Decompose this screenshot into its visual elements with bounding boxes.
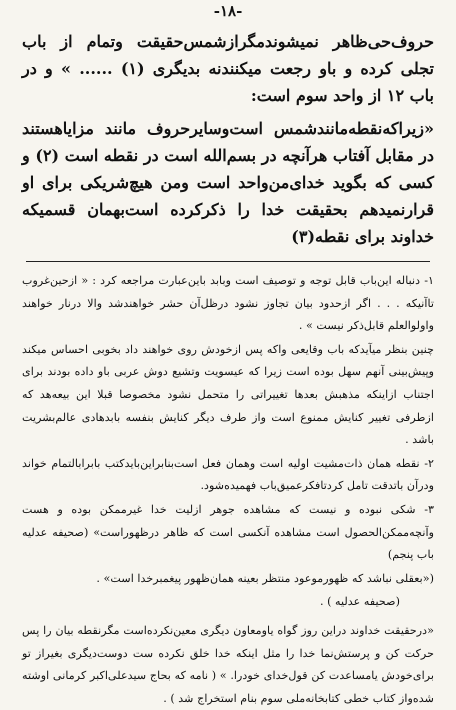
footnote-paragraph: (صحیفه عدلیه ) .: [319, 595, 400, 609]
footnote-paragraph: ٢- نقطه همان ذات‌مشیت اولیه است وهمان فعل است‌بنابراین‌بایدکتب بابرا‌بالتمام خواند ودر‌آن باتدقت تامل کردتافکرعمیق‌باب فهمیده‌شود.: [22, 456, 434, 493]
main-paragraph-quote: «زیراکه‌نقطه‌مانندشمس است‌وسایر‌حروف مانند مزایاهستند در مقابل آفتاب هرآنچه در بسم‌الله است در نقطه است (٢) و کسی که بگوید خدای‌من‌واحد است ومن هیچ‌شریکی برای او قرار‌نمیدهم بحقیقت خدا را ذکرکرده است‌بهمان قسمیکه خداوند برای نقطه(٣): [22, 119, 434, 246]
page-number: -١٨-: [213, 2, 243, 20]
footnote-paragraph: («بعقلی نباشد که ظهورموعود منتظر بعینه همان‌ظهور پیغمبرخدا است» .: [96, 571, 434, 585]
footnotes-section: [22, 270, 434, 710]
main-text: [22, 28, 434, 250]
footnote-paragraph: «درحقیقت خداوند دراین روز گواه یاومعاون دیگری معین‌نکرده‌است مگر‌نقطه بیان را پس حرکت کن و پرستش‌نما خدا را مثل اینکه خدا خلق نکرده ست دوست‌دیگری بغیراز تو برای‌خودش یامساعدت کن قول‌خدای خودرا. » ( نامه که بحاج سیدعلی‌اکبر کرمانی اوشته شده‌و‌از کتاب خطی کتابخانه‌ملی سوم بنام استخراج شد ) .: [22, 623, 434, 705]
main-paragraph-lead: حروف‌حی‌ظاهر نمیشوندمگراز‌شمس‌حقیقت و‌تمام از باب تجلی کرده و باو رجعت میکنندنه بدیگری (١) ...... » و در باب ١٢ از واحد سوم است:: [22, 32, 434, 105]
footnote-paragraph: چنین بنظر میآیدکه باب وقایعی واکه پس ازخودش روی خواهند داد بخوبی احساس میکند وپیش‌بینی آنهم سهل بوده است زیرا که عیسویت وتشیع دوش عربی باو داده بودند برای اجتناب ازاینکه مذهبش بعدها تغییراتی را متحمل نشود مخصوصا قبلا ‌این بیعه‌هد که ازطرفی تغییر کنایش ممنوع است واز طرف دیگر کنایش بنفسه بابدهادی عالم‌بشریت باشد .: [22, 342, 434, 447]
footnote-paragraph: ١- دنباله این‌باب قابل توجه و توصیف است وبابد باین‌عبارت مراجعه کرد : « از‌حین‌غروب تاآنیکه . . . اگر ازحدود بیان تجاوز نشود درظل‌آن حشر خواهندشد والا در‌نار خواهند واولوالعلم قابل‌ذکر نیست » .: [22, 274, 434, 333]
footnote-paragraph: ٣- شکی نبوده و نیست که مشاهده جوهر ازلیت خدا غیرممکن بوده و هست وآنچه‌ممکن‌الحصول است مشاهده آنکسی است که ظاهر درظهوراست» (صحیفه عدلیه باب پنجم): [22, 502, 434, 562]
footnote-divider: [26, 261, 430, 262]
